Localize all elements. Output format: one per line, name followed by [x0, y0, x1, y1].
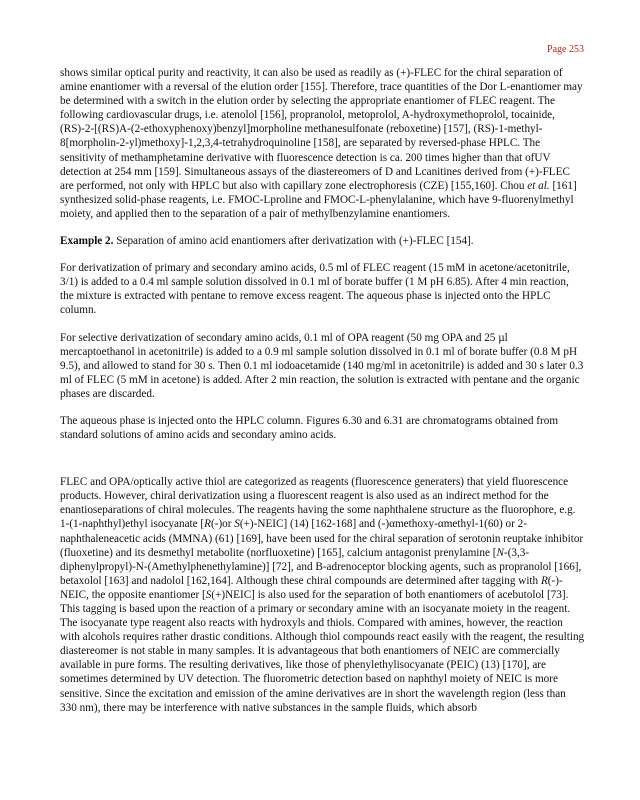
paragraph-flec-enantiomer: shows similar optical purity and reactivity, it can also be used as readily as (+)-FLEC for the chiral separation of amine enantiomer with a reversal of the elution order [155]. Therefore, trace quantities of the Dor L-enantiomer may be determined with a switch in the elution order by selecting the appropriate enantiomer of FLEC reagent. The following cardiovascular drugs, i.e. atenolol [156], propranolol, metoprolol, A-hydroxymethoprolol, tocainide, (RS)-2-[(RS)A-(2-ethoxyphenoxy)benzyl]morpholine methanesulfonate (reboxetine) [157], (RS)-1-methyl-8[morpholin-2-yl)methoxy]-1,2,3,4-tetrahydroquinoline [158], are separated by reversed-phase HPLC. The sensitivity of methamphetamine derivative with fluorescence detection is ca. 200 times higher than that ofUV detection at 254 mm [159]. Simultaneous assays of the diastereomers of D and Lcanitines derived from (+)-FLEC are performed, not only with HPLC but also with capillary zone electrophoresis (CZE) [155,160]. Chou et al. [161] synthesized solid-phase reagents, i.e. FMOC-Lproline and FMOC-L-phenylalanine, which have 9-fluorenylmethyl moiety, and applied then to the separation of a pair of methylbenzylamine enantiomers. — [60, 67, 583, 220]
paragraph-neic-reagents: FLEC and OPA/optically active thiol are categorized as reagents (fluorescence generaters) that yield fluorescence products. However, chiral derivatization using a fluorescent reagent is also used as an indirect method for the enantioseparations of chiral molecules. The reagents having the some naphthalene structure as the fluorophore, e.g. 1-(1-naphthyl)ethyl isocyanate [R(-)or S(+)-NEIC] (14) [162-168] and (-)αmethoxy-αmethyl-1(60) or 2-naphthaleneacetic acids (MMNA) (61) [169], have been used for the chiral separation of serotonin reuptake inhibitor (fluoxetine) and its desmethyl metabolite (norfluoxetine) [165], calcium antagonist prenylamine [N-(3,3-diphenylpropyl)-N-(Amethylphenethylamine)] [72], and B-adrenoceptor blocking agents, such as propranolol [166], betaxolol [163] and nadolol [162,164]. Although these chiral compounds are determined after tagging with R(-)-NEIC, the opposite enantiomer [S(+)NEIC] is also used for the separation of both enantiomers of acebutolol [73]. This tagging is based upon the reaction of a primary or secondary amine with an isocyanate moiety in the reagent. The isocyanate type reagent also reacts with hydroxyls and thiols. Compared with amines, however, the reaction with alcohols requires rather drastic conditions. Although thiol compounds react easily with the reagent, the resulting diastereomer is not stable in many samples. It is advantageous that both enantiomers of NEIC are commercially available in pure forms. The resulting derivatives, like those of phenylethylisocyanate (PEIC) (13) [170], are sometimes determined by UV detection. The fluorometric detection based on naphthyl moiety of NEIC is more sensitive. Since the excitation and emission of the amine derivatives are in short the wavelength region (less than 330 nm), there may be interference with native substances in the sample fluids, which absorb — [60, 476, 585, 714]
document-body — [60, 66, 585, 728]
paragraph-primary-secondary: For derivatization of primary and secondary amino acids, 0.5 ml of FLEC reagent (15 mM in acetone/acetonitrile, 3/1) is added to a 0.4 ml sample solution dissolved in 0.1 ml of borate buffer (1 M pH 6.85). After 4 min reaction, the mixture is extracted with pentane to remove excess reagent. The aqueous phase is injected onto the HPLC column. — [60, 262, 570, 317]
paragraph-aqueous-phase: The aqueous phase is injected onto the HPLC column. Figures 6.30 and 6.31 are chromatograms obtained from standard solutions of amino acids and secondary amino acids. — [60, 414, 559, 442]
example-2-heading: Example 2. Separation of amino acid enantiomers after derivatization with (+)-FLEC [154]. — [60, 235, 474, 248]
page-number: Page 253 — [547, 44, 584, 55]
paragraph-opa-derivatization: For selective derivatization of secondary amino acids, 0.1 ml of OPA reagent (50 mg OPA and 25 µl mercaptoethanol in acetonitrile) is added to a 0.9 ml sample solution dissolved in 0.1 ml of borate buffer (0.8 M pH 9.5), and allowed to stand for 30 s. Then 0.1 ml iodoacetamide (140 mg/ml in acetonitrile) is added and 30 s later 0.3 ml of FLEC (5 mM in acetone) is added. After 2 min reaction, the solution is extracted with pentane and the organic phases are discarded. — [60, 331, 584, 400]
example-label: Example 2. — [60, 235, 114, 248]
